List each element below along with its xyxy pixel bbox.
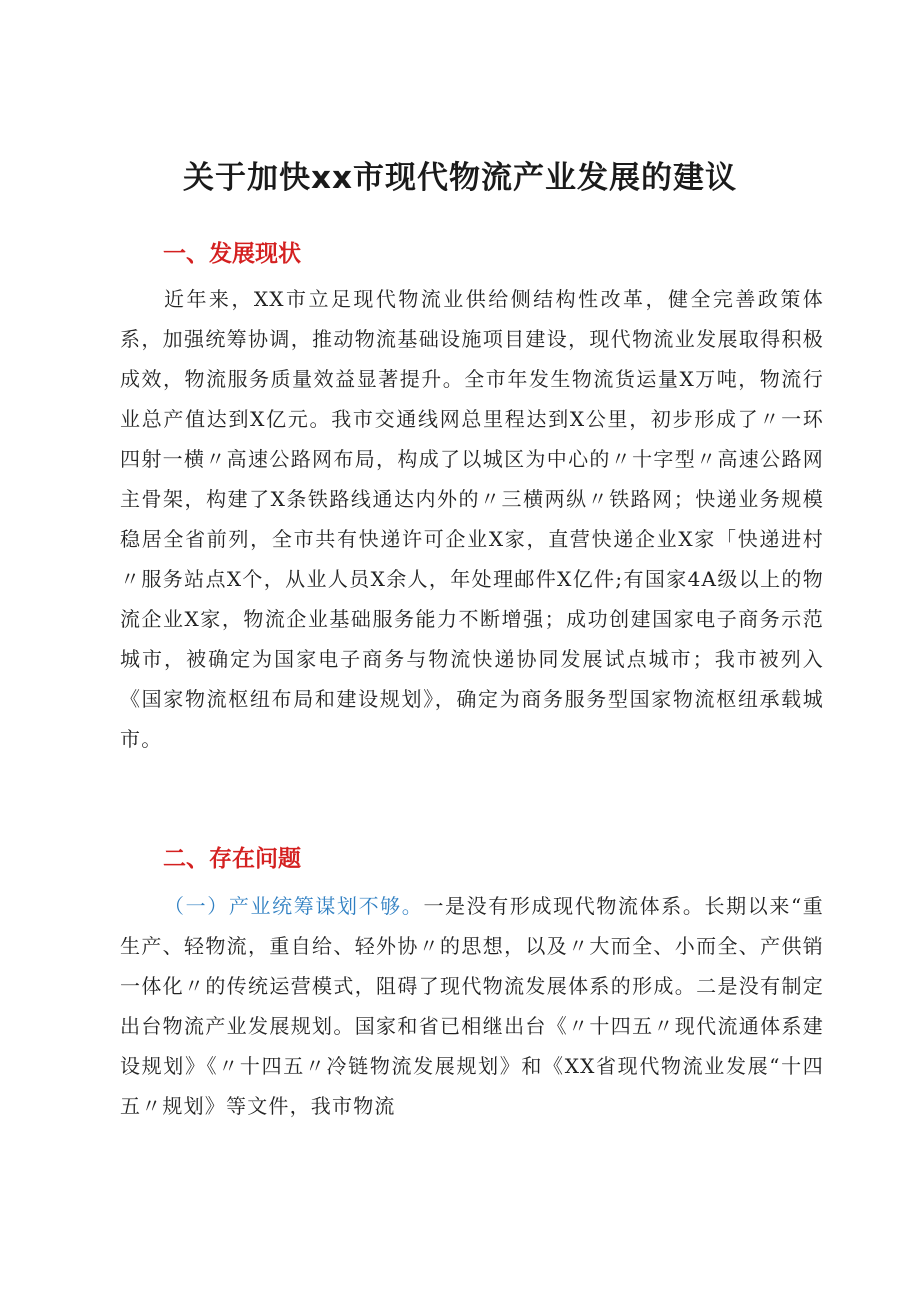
document-title: 关于加快xx市现代物流产业发展的建议 bbox=[183, 160, 737, 196]
sub-heading-planning: （一）产业统筹谋划不够。 bbox=[164, 894, 424, 918]
paragraph-text-planning: 一是没有形成现代物流体系。长期以来“重生产、轻物流，重自给、轻外协〃的思想，以及〃大而全、小而全、产供销一体化〃的传统运营模式，阻碍了现代物流发展体系的形成。二是没有制定出台物流产业发展规划。国家和省已相继出台《〃十四五〃现代流通体系建设规划》《〃十四五〃冷链物流发展规划》和《XX省现代物流业发展“十四五〃规划》等文件，我市物流 bbox=[120, 894, 824, 1118]
section-paragraph-problems bbox=[120, 886, 824, 1126]
section-paragraph-status: 近年来，XX市立足现代物流业供给侧结构性改革，健全完善政策体系，加强统筹协调，推动物流基础设施项目建设，现代物流业发展取得积极成效，物流服务质量效益显著提升。全市年发生物流货运量X万吨，物流行业总产值达到X亿元。我市交通线网总里程达到X公里，初步形成了〃一环四射一横〃高速公路网布局，构成了以城区为中心的〃十字型〃高速公路网主骨架，构建了X条铁路线通达内外的〃三横两纵〃铁路网；快递业务规模稳居全省前列，全市共有快递许可企业X家，直营快递企业X家「快递进村〃服务站点X个，从业人员X余人，年处理邮件X亿件;有国家4A级以上的物流企业X家，物流企业基础服务能力不断增强；成功创建国家电子商务示范城市，被确定为国家电子商务与物流快递协同发展试点城市；我市被列入《国家物流枢纽布局和建设规划》，确定为商务服务型国家物流枢纽承载城市。 bbox=[120, 287, 824, 751]
section-heading-problems: 二、存在问题 bbox=[163, 846, 301, 872]
section-heading-status: 一、发展现状 bbox=[163, 241, 301, 267]
